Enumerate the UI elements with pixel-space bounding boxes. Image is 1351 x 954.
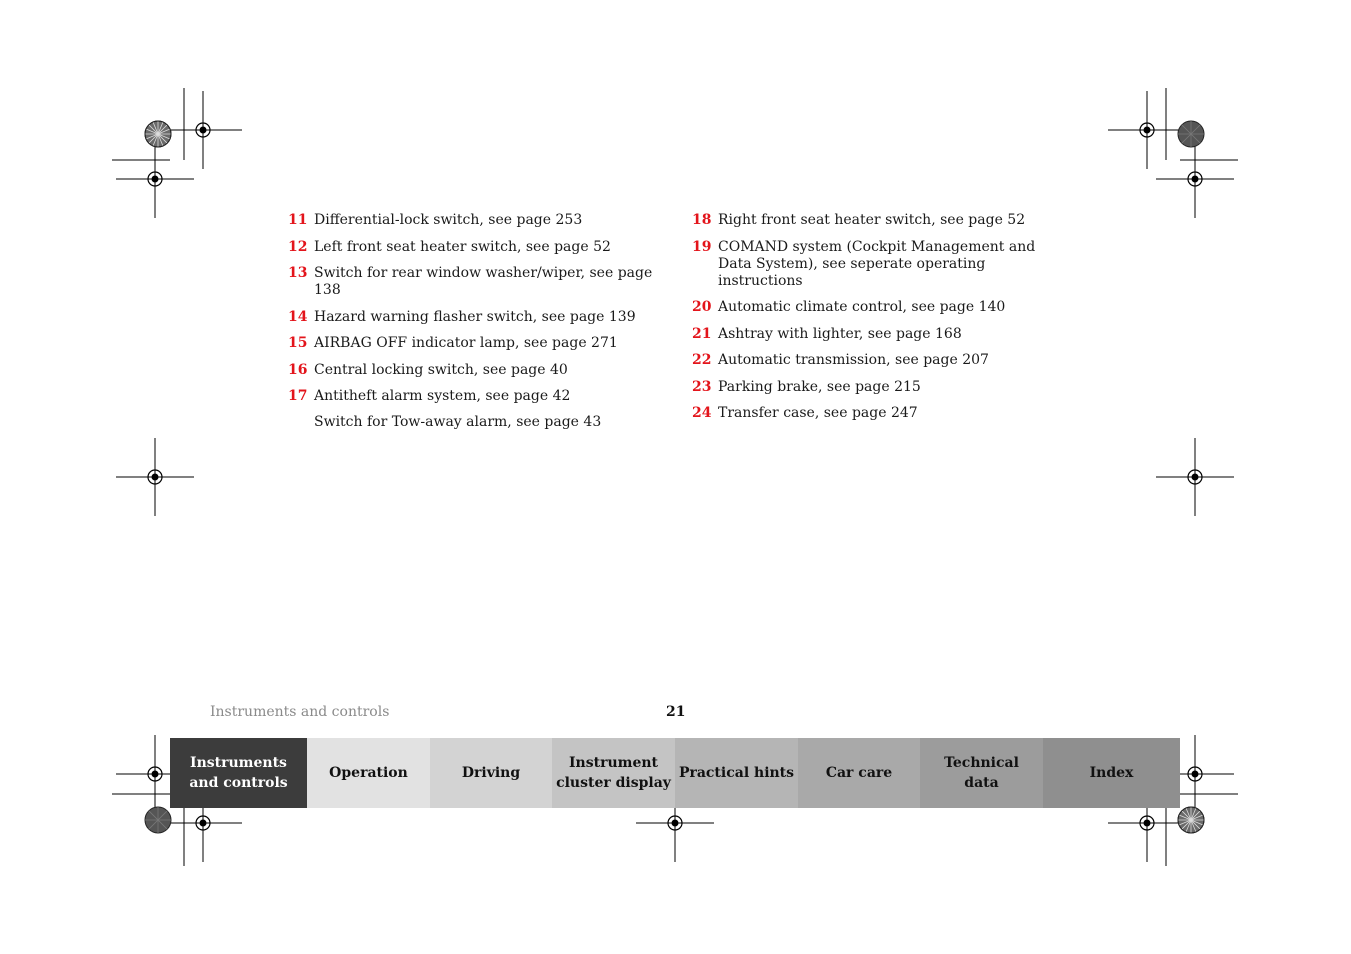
tab-instrument-cluster-display[interactable]: Instrument cluster display [552,738,675,808]
list-item-subtext: Switch for Tow-away alarm, see page 43 [314,413,602,430]
list-item [692,379,1062,396]
item-number: 16 [288,361,308,378]
list-item [692,212,1062,229]
list-item [288,239,668,256]
page-number: 21 [666,704,686,720]
item-number: 20 [692,299,712,315]
item-number: 13 [288,265,308,281]
tab-index[interactable]: Index [1043,738,1180,808]
color-wheel-icon [145,121,171,147]
item-text: Automatic transmission, see page 207 [718,352,989,368]
item-number: 11 [288,212,308,228]
item-text: Antitheft alarm system, see page 42 [314,388,571,404]
registration-mark-icon [1108,91,1186,169]
item-number: 19 [692,238,712,255]
item-number: 22 [692,352,712,368]
section-tab-bar [170,738,1180,808]
list-item [288,362,668,379]
list-item [288,212,668,229]
list-item [288,388,668,405]
item-number: 18 [692,212,712,228]
tab-practical-hints[interactable]: Practical hints [675,738,798,808]
item-number: 17 [288,388,308,404]
tab-instruments-and-controls[interactable]: Instruments and controls [170,738,307,808]
list-item [692,299,1062,316]
item-number: 24 [692,405,712,421]
color-wheel-icon [1178,807,1204,833]
item-text: AIRBAG OFF indicator lamp, see page 271 [314,335,618,351]
color-wheel-icon [1178,121,1204,147]
list-item [692,326,1062,343]
item-text: Right front seat heater switch, see page 52 [718,212,1026,228]
item-number: 23 [692,378,712,395]
registration-mark-icon [116,438,194,516]
item-number: 21 [692,325,712,342]
registration-mark-icon [164,91,242,169]
list-item [692,239,1062,290]
tab-driving[interactable]: Driving [430,738,552,808]
list-item [288,265,668,299]
item-text: Ashtray with lighter, see page 168 [718,325,962,342]
item-text: Switch for rear window washer/wiper, see page 138 [314,265,653,298]
tab-operation[interactable]: Operation [307,738,430,808]
item-text: Parking brake, see page 215 [718,378,921,395]
list-item [692,352,1062,369]
list-item [692,405,1062,422]
item-text: Left front seat heater switch, see page 52 [314,238,611,255]
item-text: Hazard warning flasher switch, see page 139 [314,308,636,325]
item-text: Automatic climate control, see page 140 [718,299,1006,315]
right-item-list [692,212,1062,432]
tab-technical-data[interactable]: Technical data [920,738,1043,808]
footer-section-title: Instruments and controls [210,704,390,720]
color-wheel-icon [145,807,171,833]
item-text: COMAND system (Cockpit Management and Data System), see seperate operating instructions [718,238,1036,289]
item-number: 15 [288,335,308,351]
item-text: Differential-lock switch, see page 253 [314,212,583,228]
list-item [288,335,668,352]
item-text: Central locking switch, see page 40 [314,361,568,378]
list-item [288,309,668,326]
item-number: 12 [288,238,308,255]
registration-mark-icon [116,140,194,218]
registration-mark-icon [1156,438,1234,516]
registration-mark-icon [1156,140,1234,218]
tab-car-care[interactable]: Car care [798,738,920,808]
item-number: 14 [288,308,308,325]
left-item-list [288,212,668,431]
item-text: Transfer case, see page 247 [718,405,918,421]
